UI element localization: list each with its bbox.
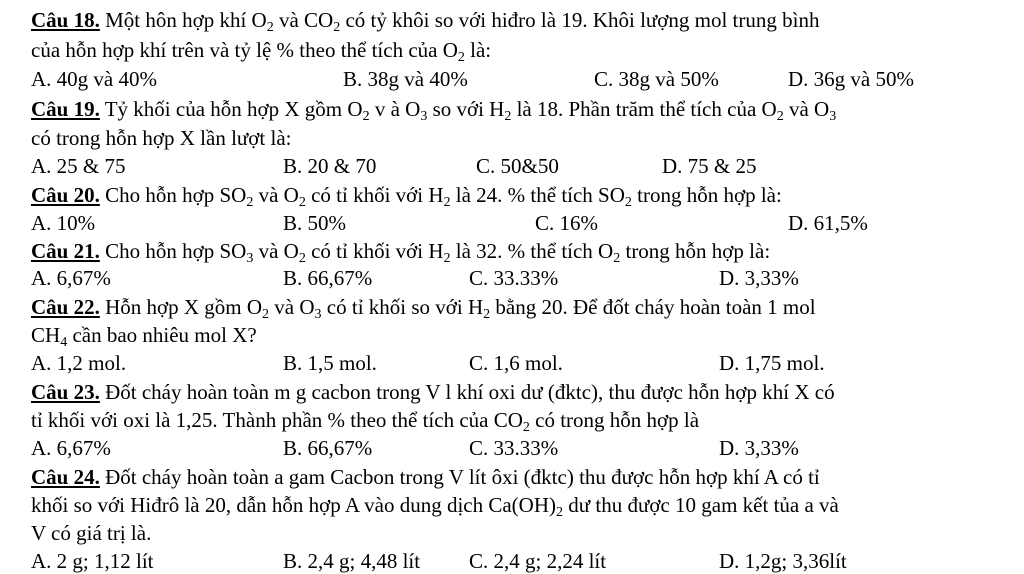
q24-option-d: D. 1,2g; 3,36lít — [719, 549, 847, 573]
q19-option-a: A. 25 & 75 — [31, 154, 126, 178]
q20-stem-line1: Câu 20. Cho hỗn hợp $SO_2$ và $O_2$ có tỉ khối với $H_2$ là 24. % thể tích $SO_2$ trong hỗn hợp là: — [31, 183, 782, 210]
q23-stem-line1: Câu 23. Đốt cháy hoàn toàn m g cacbon trong V l khí oxi dư (đktc), thu được hỗn hợp khí X có — [31, 380, 835, 404]
q18-option-b: B. 38g và 40% — [343, 67, 468, 91]
q21-option-c: C. 33.33% — [469, 266, 559, 290]
q18-stem-line2: của hỗn hợp khí trên và tỷ lệ % theo thể tích của $O_2$ là: — [31, 38, 492, 65]
q18-option-a: A. 40g và 40% — [31, 67, 157, 91]
q24-stem-line2: khối so với Hiđrô là 20, dẫn hỗn hợp A vào dung dịch $Ca(OH)_2$ dư thu được 10 gam kết tủa a và — [31, 493, 839, 520]
q22-stem-line2: $CH_4$ cần bao nhiêu mol X? — [31, 323, 257, 350]
q23-option-b: B. 66,67% — [283, 436, 373, 460]
q23-option-d: D. 3,33% — [719, 436, 799, 460]
q20-label: Câu 20. — [31, 183, 100, 207]
q21-option-b: B. 66,67% — [283, 266, 373, 290]
q19-option-c: C. 50&50 — [476, 154, 559, 178]
q20-option-b: B. 50% — [283, 211, 346, 235]
q24-stem-line3: V có giá trị là. — [31, 521, 152, 545]
q18-option-d: D. 36g và 50% — [788, 67, 914, 91]
q23-stem-line2: tỉ khối với oxi là 1,25. Thành phần % theo thể tích của $CO_2$ có trong hỗn hợp là — [31, 408, 700, 435]
q24-option-a: A. 2 g; 1,12 lít — [31, 549, 154, 573]
q19-option-d: D. 75 & 25 — [662, 154, 757, 178]
q19-label: Câu 19. — [31, 97, 100, 121]
q24-option-c: C. 2,4 g; 2,24 lít — [469, 549, 607, 573]
q19-stem-line2: có trong hỗn hợp X lần lượt là: — [31, 126, 292, 150]
q21-option-a: A. 6,67% — [31, 266, 111, 290]
q18-stem-line1: Câu 18. Một hôn hợp khí $O_2$ và $CO_2$ có tỷ khôi so với hiđro là 19. Khôi lượng mol trung bình — [31, 8, 820, 35]
q22-option-b: B. 1,5 mol. — [283, 351, 377, 375]
q22-stem-line1: Câu 22. Hỗn hợp X gồm $O_2$ và $O_3$ có tỉ khối so với $H_2$ bằng 20. Để đốt cháy hoàn toàn 1 mol — [31, 295, 816, 322]
q18-label: Câu 18. — [31, 8, 100, 32]
q21-stem-line1: Câu 21. Cho hỗn hợp $SO_3$ và $O_2$ có tỉ khối với $H_2$ là 32. % thể tích $O_2$ trong hỗn hợp là: — [31, 239, 771, 266]
q21-label: Câu 21. — [31, 239, 100, 263]
q24-label: Câu 24. — [31, 465, 100, 489]
q20-option-a: A. 10% — [31, 211, 96, 235]
q23-label: Câu 23. — [31, 380, 100, 404]
q24-option-b: B. 2,4 g; 4,48 lít — [283, 549, 421, 573]
q19-option-b: B. 20 & 70 — [283, 154, 377, 178]
q23-option-c: C. 33.33% — [469, 436, 559, 460]
q23-option-a: A. 6,67% — [31, 436, 111, 460]
q22-option-d: D. 1,75 mol. — [719, 351, 825, 375]
q22-option-a: A. 1,2 mol. — [31, 351, 127, 375]
q20-option-d: D. 61,5% — [788, 211, 868, 235]
q22-option-c: C. 1,6 mol. — [469, 351, 563, 375]
q24-stem-line1: Câu 24. Đốt cháy hoàn toàn a gam Cacbon trong V lít ôxi (đktc) thu được hỗn hợp khí A có tỉ — [31, 465, 820, 489]
q20-option-c: C. 16% — [535, 211, 598, 235]
q22-label: Câu 22. — [31, 295, 100, 319]
q19-stem-line1: Câu 19. Tỷ khối của hỗn hợp X gồm $O_2$ v à $O_3$ so với $H_2$ là 18. Phần trăm thể tích của $O_2$ và $O_3$ — [31, 97, 837, 124]
q18-option-c: C. 38g và 50% — [594, 67, 719, 91]
q21-option-d: D. 3,33% — [719, 266, 799, 290]
